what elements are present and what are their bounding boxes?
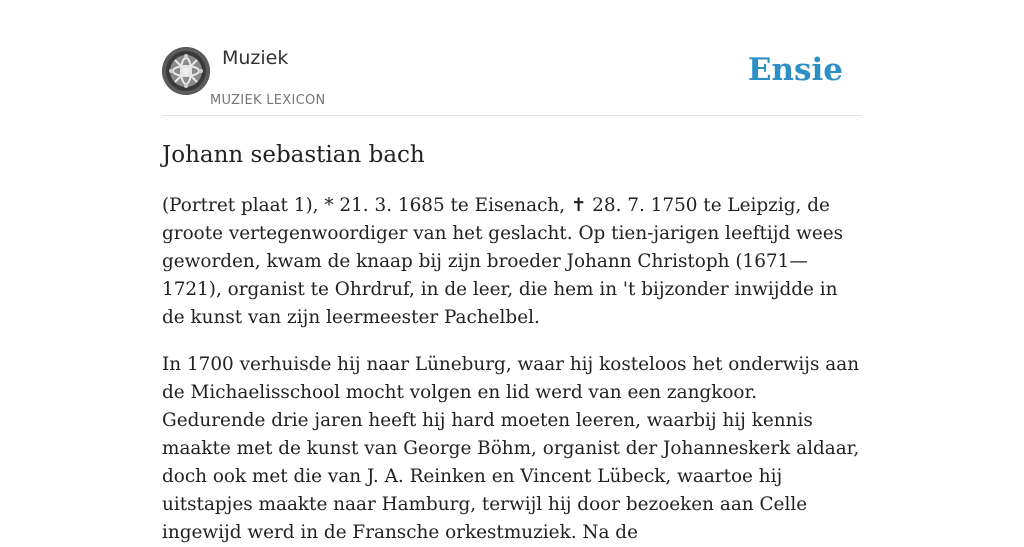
ornament-avatar-icon[interactable] [162, 47, 210, 95]
brand-logo-link[interactable]: Ensie [747, 52, 843, 88]
article-paragraph: (Portret plaat 1), * 21. 3. 1685 te Eisenach, ✝ 28. 7. 1750 te Leipzig, de groote vertegenwoordiger van het geslacht. Op tien-jarigen leeftijd wees geworden, kwam de knaap bij zijn broeder Johann Christoph (1671— 1721), organist te Ohrdruf, in de leer, die hem in 't bijzonder inwijdde in de kunst van zijn leermeester Pachelbel. [162, 195, 844, 328]
article-title: Johann sebastian bach [162, 142, 425, 168]
source-subtitle: MUZIEK LEXICON [210, 93, 326, 108]
article [162, 138, 862, 547]
source-link[interactable]: Muziek [222, 47, 289, 69]
article-paragraph: In 1700 verhuisde hij naar Lüneburg, waar hij kosteloos het onderwijs aan de Michaelisschool mocht volgen en lid werd van een zangkoor. Gedurende drie jaren heeft hij hard moeten leeren, waarbij hij kennis maakte met de kunst van George Böhm, organist der Johanneskerk aldaar, doch ook met die van J. A. Reinken en Vincent Lübeck, waartoe hij uitstapjes maakte naar Hamburg, terwijl hij door bezoeken aan Celle ingewijd werd in de Fransche orkestmuziek. Na de [162, 354, 860, 543]
header [162, 0, 862, 116]
